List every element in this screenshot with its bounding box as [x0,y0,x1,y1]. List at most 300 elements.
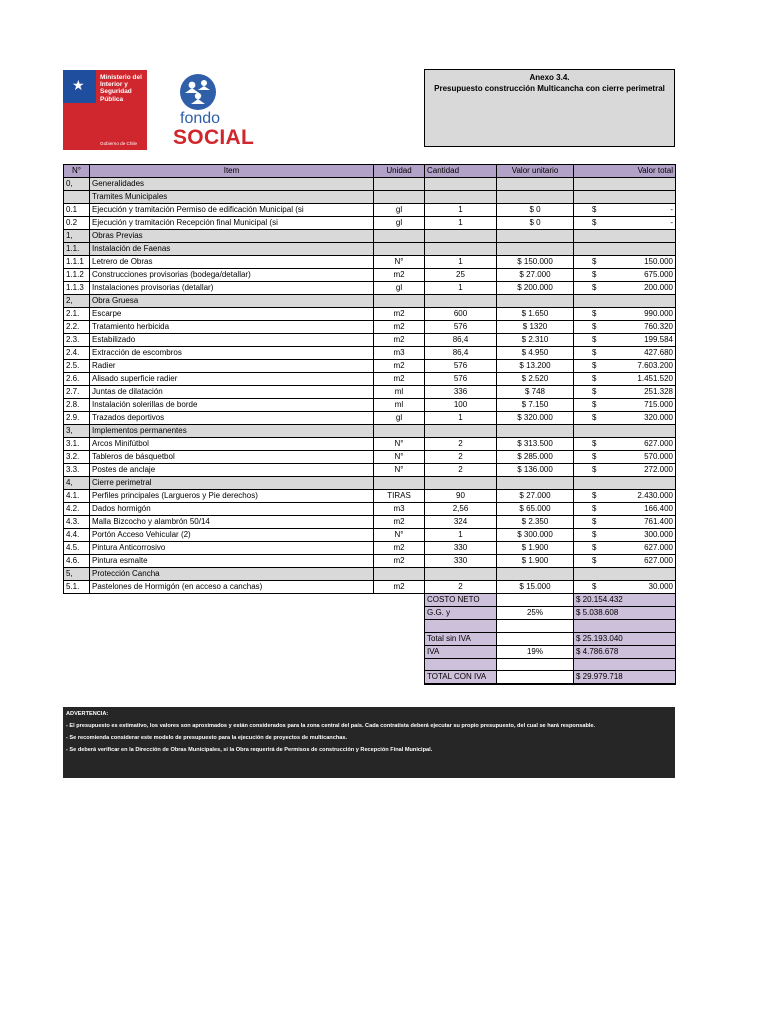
table-row [64,282,676,295]
blank-cell [64,607,425,620]
item-description: Perfiles principales (Largueros y Pie derechos) [90,490,374,503]
empty-cell [425,191,497,204]
row-number: 2.7. [64,386,90,399]
currency-symbol: $ [592,413,597,422]
table-header-row [64,165,676,178]
header-item: Item [90,165,374,178]
currency-symbol: $ [592,400,597,409]
total-amount: 760.320 [644,322,673,331]
valor-unitario-cell: $ 15.000 [497,581,574,594]
unidad-cell: m3 [374,503,425,516]
valor-unitario-cell: $ 285.000 [497,451,574,464]
total-amount: 427.680 [644,348,673,357]
valor-total-cell [574,516,676,529]
table-row [64,438,676,451]
valor-total-cell [574,438,676,451]
unidad-cell: m2 [374,555,425,568]
empty-cell [497,178,574,191]
unidad-cell: m2 [374,308,425,321]
table-row [64,256,676,269]
empty-cell [574,243,676,256]
empty-cell [374,243,425,256]
empty-cell [374,477,425,490]
currency-symbol: $ [592,374,597,383]
item-description: Instalaciones provisorias (detallar) [90,282,374,295]
ministerio-line: Ministerio del [100,74,142,81]
cantidad-cell: 324 [425,516,497,529]
gobierno-logo [63,70,147,150]
summary-value: $ 5.038.608 [574,607,676,620]
item-description: Portón Acceso Vehicular (2) [90,529,374,542]
unidad-cell: ml [374,386,425,399]
summary-value [574,658,676,671]
item-description: Arcos Minifútbol [90,438,374,451]
currency-symbol: $ [592,309,597,318]
cantidad-cell: 1 [425,529,497,542]
currency-symbol: $ [592,283,597,292]
empty-cell [425,178,497,191]
cantidad-cell: 330 [425,542,497,555]
row-number: 2.4. [64,347,90,360]
currency-symbol: $ [592,218,597,227]
empty-cell [425,295,497,308]
empty-cell [374,568,425,581]
unidad-cell: m2 [374,373,425,386]
row-number: 2.1. [64,308,90,321]
row-number: 2.5. [64,360,90,373]
valor-total-cell [574,204,676,217]
item-description: Extracción de escombros [90,347,374,360]
valor-unitario-cell: $ 2.520 [497,373,574,386]
total-amount: 761.400 [644,517,673,526]
empty-cell [574,191,676,204]
empty-cell [497,191,574,204]
header-cantidad: Cantidad [425,165,497,178]
valor-total-cell [574,503,676,516]
row-number: 2.3. [64,334,90,347]
empty-cell [497,295,574,308]
cantidad-cell: 2 [425,581,497,594]
currency-symbol: $ [592,322,597,331]
unidad-cell: gl [374,282,425,295]
valor-unitario-cell: $ 1.650 [497,308,574,321]
cantidad-cell: 86,4 [425,347,497,360]
valor-unitario-cell: $ 27.000 [497,490,574,503]
currency-symbol: $ [592,270,597,279]
valor-unitario-cell: $ 748 [497,386,574,399]
summary-value: $ 29.979.718 [574,671,676,685]
row-number: 3.2. [64,451,90,464]
valor-total-cell [574,399,676,412]
valor-unitario-cell: $ 1.900 [497,542,574,555]
row-number: 2.9. [64,412,90,425]
cantidad-cell: 100 [425,399,497,412]
empty-cell [425,425,497,438]
cantidad-cell: 600 [425,308,497,321]
section-row [64,243,676,256]
section-title: Implementos permanentes [90,425,374,438]
cantidad-cell: 576 [425,360,497,373]
row-number: 4.1. [64,490,90,503]
item-description: Pintura esmalte [90,555,374,568]
row-number: 3, [64,425,90,438]
summary-label: G.G. y [425,607,497,620]
summary-rate [497,594,574,607]
valor-total-cell [574,347,676,360]
valor-unitario-cell: $ 13.200 [497,360,574,373]
item-description: Escarpe [90,308,374,321]
fondo-social-logo [172,72,255,154]
empty-cell [497,230,574,243]
summary-row [64,607,676,620]
valor-unitario-cell: $ 320.000 [497,412,574,425]
row-number: 1.1. [64,243,90,256]
currency-symbol: $ [592,387,597,396]
row-number: 2.8. [64,399,90,412]
summary-rate: 19% [497,645,574,658]
summary-label: IVA [425,645,497,658]
cantidad-cell: 1 [425,282,497,295]
total-amount: 715.000 [644,400,673,409]
unidad-cell: N° [374,451,425,464]
empty-cell [574,230,676,243]
header-n: N° [64,165,90,178]
total-amount: 300.000 [644,530,673,539]
item-description: Estabilizado [90,334,374,347]
cantidad-cell: 1 [425,217,497,230]
table-row [64,347,676,360]
currency-symbol: $ [592,439,597,448]
summary-rate [497,658,574,671]
valor-total-cell [574,334,676,347]
currency-symbol: $ [592,452,597,461]
empty-cell [497,243,574,256]
total-amount: 272.000 [644,465,673,474]
empty-cell [374,191,425,204]
summary-value: $ 20.154.432 [574,594,676,607]
empty-cell [497,425,574,438]
total-amount: 627.000 [644,439,673,448]
unidad-cell: m2 [374,269,425,282]
total-amount: 166.400 [644,504,673,513]
unidad-cell: N° [374,438,425,451]
cantidad-cell: 2 [425,451,497,464]
valor-unitario-cell: $ 0 [497,217,574,230]
empty-cell [574,178,676,191]
item-description: Pintura Anticorrosivo [90,542,374,555]
summary-value: $ 25.193.040 [574,632,676,645]
empty-cell [574,477,676,490]
row-number [64,191,90,204]
annex-title: Presupuesto construcción Multicancha con cierre perimetral [434,84,665,93]
row-number: 0.2 [64,217,90,230]
item-description: Radier [90,360,374,373]
summary-row [64,632,676,645]
valor-total-cell [574,373,676,386]
valor-total-cell [574,282,676,295]
cantidad-cell: 1 [425,256,497,269]
empty-cell [574,568,676,581]
header-valor-unitario: Valor unitario [497,165,574,178]
summary-row [64,594,676,607]
row-number: 1, [64,230,90,243]
unidad-cell: m2 [374,321,425,334]
row-number: 2, [64,295,90,308]
gobierno-footer: Gobierno de Chile [100,141,138,146]
valor-unitario-cell: $ 65.000 [497,503,574,516]
cantidad-cell: 2,56 [425,503,497,516]
item-description: Trazados deportivos [90,412,374,425]
valor-unitario-cell: $ 2.350 [497,516,574,529]
row-number: 2.6. [64,373,90,386]
table-row [64,204,676,217]
section-title: Obra Gruesa [90,295,374,308]
total-amount: 150.000 [644,257,673,266]
valor-total-cell [574,555,676,568]
total-amount: 570.000 [644,452,673,461]
cantidad-cell: 576 [425,373,497,386]
cantidad-cell: 25 [425,269,497,282]
currency-symbol: $ [592,556,597,565]
valor-unitario-cell: $ 4.950 [497,347,574,360]
row-number: 4.3. [64,516,90,529]
valor-unitario-cell: $ 313.500 [497,438,574,451]
empty-cell [374,425,425,438]
empty-cell [425,230,497,243]
valor-total-cell [574,308,676,321]
summary-label [425,658,497,671]
currency-symbol: $ [592,491,597,500]
total-amount: 1.451.520 [637,374,673,383]
summary-row [64,645,676,658]
ministerio-line: Pública [100,95,124,103]
blank-cell [64,658,425,671]
row-number: 3.3. [64,464,90,477]
total-amount: 320.000 [644,413,673,422]
total-amount: 30.000 [648,582,673,591]
row-number: 4.6. [64,555,90,568]
valor-unitario-cell: $ 300.000 [497,529,574,542]
summary-row [64,671,676,685]
item-description: Ejecución y tramitación Permiso de edificación Municipal (si [90,204,374,217]
cantidad-cell: 576 [425,321,497,334]
empty-cell [574,295,676,308]
section-title: Cierre perimetral [90,477,374,490]
empty-cell [497,477,574,490]
item-description: Letrero de Obras [90,256,374,269]
valor-total-cell [574,386,676,399]
social-text: SOCIAL [173,126,255,149]
empty-cell [497,568,574,581]
valor-total-cell [574,464,676,477]
valor-unitario-cell: $ 136.000 [497,464,574,477]
currency-symbol: $ [592,335,597,344]
valor-unitario-cell: $ 150.000 [497,256,574,269]
unidad-cell: ml [374,399,425,412]
valor-total-cell [574,451,676,464]
empty-cell [374,230,425,243]
section-title: Generalidades [90,178,374,191]
cantidad-cell: 1 [425,204,497,217]
table-row [64,529,676,542]
row-number: 4.5. [64,542,90,555]
valor-unitario-cell: $ 1.900 [497,555,574,568]
valor-unitario-cell: $ 200.000 [497,282,574,295]
table-row [64,451,676,464]
valor-unitario-cell: $ 0 [497,204,574,217]
table-row [64,334,676,347]
total-amount: 627.000 [644,543,673,552]
valor-total-cell [574,412,676,425]
section-row [64,178,676,191]
total-amount: 251.328 [644,387,673,396]
empty-cell [374,178,425,191]
summary-value: $ 4.786.678 [574,645,676,658]
item-description: Juntas de dilatación [90,386,374,399]
table-row [64,386,676,399]
table-row [64,399,676,412]
blank-cell [64,645,425,658]
unidad-cell: m2 [374,581,425,594]
total-amount: 627.000 [644,556,673,565]
valor-unitario-cell: $ 2.310 [497,334,574,347]
section-row [64,477,676,490]
annex-box [424,69,675,147]
empty-cell [574,425,676,438]
cantidad-cell: 2 [425,438,497,451]
section-row [64,568,676,581]
cantidad-cell: 330 [425,555,497,568]
row-number: 0.1 [64,204,90,217]
valor-total-cell [574,269,676,282]
empty-cell [425,477,497,490]
unidad-cell: gl [374,204,425,217]
row-number: 2.2. [64,321,90,334]
table-row [64,503,676,516]
total-amount: 990.000 [644,309,673,318]
table-row [64,542,676,555]
table-row [64,360,676,373]
item-description: Postes de anclaje [90,464,374,477]
blank-cell [64,620,425,633]
row-number: 3.1. [64,438,90,451]
cantidad-cell: 90 [425,490,497,503]
header-valor-total: Valor total [574,165,676,178]
row-number: 5, [64,568,90,581]
warning-line: - Se deberá verificar en la Dirección de Obras Municipales, si la Obra requerirá de Permisos de construcción y Recepción Final Municipal. [66,747,433,753]
item-description: Construcciones provisorias (bodega/detallar) [90,269,374,282]
currency-symbol: $ [592,504,597,513]
currency-symbol: $ [592,530,597,539]
summary-label: Total sin IVA [425,632,497,645]
summary-row [64,620,676,633]
total-amount: 200.000 [644,283,673,292]
section-row [64,191,676,204]
currency-symbol: $ [592,517,597,526]
valor-total-cell [574,581,676,594]
cantidad-cell: 1 [425,412,497,425]
section-row [64,230,676,243]
currency-symbol: $ [592,361,597,370]
item-description: Ejecución y tramitación Recepción final Municipal (si [90,217,374,230]
total-amount: 2.430.000 [637,491,673,500]
unidad-cell: m2 [374,360,425,373]
blank-cell [64,671,425,685]
unidad-cell: gl [374,217,425,230]
section-title: Protección Cancha [90,568,374,581]
row-number: 4, [64,477,90,490]
section-row [64,425,676,438]
currency-symbol: $ [592,205,597,214]
summary-rate [497,671,574,685]
table-row [64,490,676,503]
table-row [64,555,676,568]
unidad-cell: m2 [374,516,425,529]
summary-label: TOTAL CON IVA [425,671,497,685]
fondo-stars-icon [180,74,216,110]
ministerio-panel [96,70,147,150]
warning-line: - Se recomienda considerar este modelo de presupuesto para la ejecución de proyectos de multicanchas. [66,735,348,741]
table-row [64,217,676,230]
valor-total-cell [574,256,676,269]
currency-symbol: $ [592,465,597,474]
unidad-cell: N° [374,256,425,269]
unidad-cell: m2 [374,542,425,555]
table-row [64,269,676,282]
valor-total-cell [574,360,676,373]
valor-total-cell [574,217,676,230]
warning-line: - El presupuesto es estimativo, los valores son aproximados y están considerados para la zona central del país. Cada contratista deberá ejecutar su propio presupuesto, del cual se hará responsable. [66,723,596,729]
currency-symbol: $ [592,257,597,266]
cantidad-cell: 86,4 [425,334,497,347]
warning-title: ADVERTENCIA: [66,711,109,717]
table-row [64,412,676,425]
table-row [64,516,676,529]
budget-table [63,164,676,685]
row-number: 1.1.1 [64,256,90,269]
row-number: 5.1. [64,581,90,594]
valor-unitario-cell: $ 7.150 [497,399,574,412]
unidad-cell: N° [374,529,425,542]
ministerio-line: Interior y [100,81,128,89]
unidad-cell: gl [374,412,425,425]
blank-cell [64,632,425,645]
row-number: 4.4. [64,529,90,542]
table-row [64,464,676,477]
valor-total-cell [574,490,676,503]
fondo-text: fondo [180,110,221,127]
valor-unitario-cell: $ 27.000 [497,269,574,282]
total-amount: 675.000 [644,270,673,279]
summary-value [574,620,676,633]
table-row [64,308,676,321]
summary-label: COSTO NETO [425,594,497,607]
total-amount: - [670,218,673,227]
unidad-cell: m3 [374,347,425,360]
empty-cell [425,243,497,256]
valor-unitario-cell: $ 1320 [497,321,574,334]
section-title: Instalación de Faenas [90,243,374,256]
summary-rate: 25% [497,607,574,620]
item-description: Instalación solerillas de borde [90,399,374,412]
table-row [64,373,676,386]
currency-symbol: $ [592,348,597,357]
item-description: Tratamiento herbicida [90,321,374,334]
summary-rate [497,620,574,633]
total-amount: - [670,205,673,214]
summary-label [425,620,497,633]
item-description: Alisado superficie radier [90,373,374,386]
